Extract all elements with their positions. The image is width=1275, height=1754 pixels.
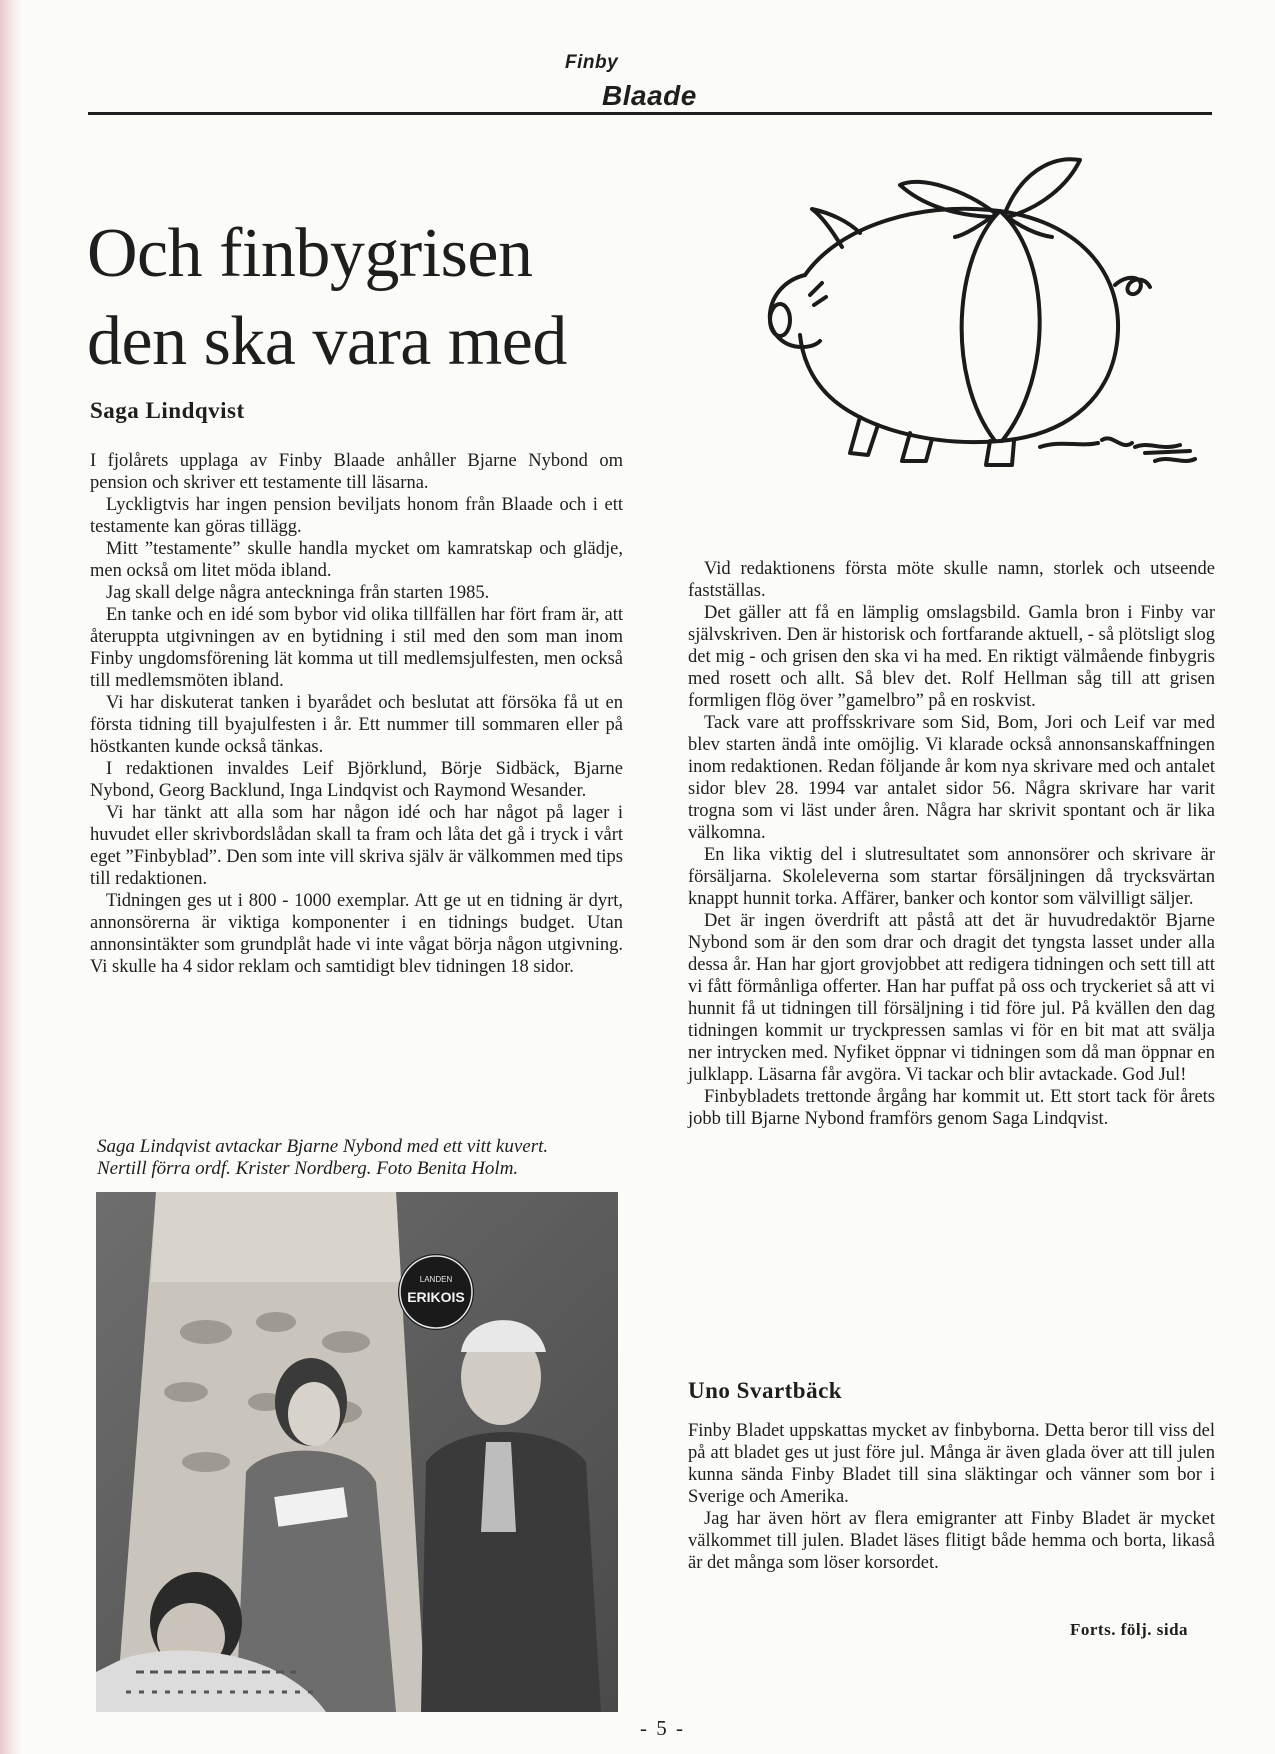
article-right-column: [688, 558, 1215, 1130]
headline-line-2: den ska vara med: [87, 303, 567, 380]
article-paragraph: I redaktionen invaldes Leif Björklund, Börje Sidbäck, Bjarne Nybond, Georg Backlund, Inga Lindqvist och Raymond Wesander.: [90, 759, 623, 801]
header-rule: [88, 112, 1212, 115]
photo: [96, 1192, 618, 1712]
sign-text-main: ERIKOIS: [407, 1289, 465, 1305]
second-article-author: Uno Svartbäck: [688, 1378, 843, 1403]
photo-caption-line-2: Nertill förra ordf. Krister Nordberg. Foto Benita Holm.: [97, 1158, 519, 1179]
article-paragraph: Jag har även hört av flera emigranter att Finby Bladet är mycket välkommet till julen. Bladet läses flitigt både hemma och borta, likaså är det många som löser korsordet.: [688, 1509, 1215, 1573]
article-paragraph: Jag skall delge några anteckninga från starten 1985.: [106, 583, 490, 603]
article-paragraph: Lyckligtvis har ingen pension beviljats honom från Blaade och i ett testamente kan göras tillägg.: [90, 495, 623, 537]
article-paragraph: Vi har diskuterat tanken i byarådet och beslutat att försöka få ut en första tidning till byajulfesten i år. Ett nummer till sommaren eller på höstkanten kunde också tänkas.: [90, 693, 623, 757]
masthead-finby: Finby: [565, 52, 619, 73]
page-number: - 5 -: [640, 1716, 685, 1740]
headline-line-1: Och finbygrisen: [87, 215, 533, 292]
page-edge: [0, 0, 22, 1754]
pig-illustration: [750, 155, 1220, 495]
article-paragraph: Finby Bladet uppskattas mycket av finbyborna. Detta beror till viss del på att bladet ges ut just före jul. Många är även glada över att till julen kunna sända Finby Bladet till sina släktingar och vänner som bor i Sverige och Amerika.: [688, 1421, 1215, 1507]
sign-text-top: LANDEN: [419, 1275, 453, 1284]
article-paragraph: Det gäller att få en lämplig omslagsbild. Gamla bron i Finby var självskriven. Den är historisk och fortfarande aktuell, - så plötsligt slog det mig - och grisen den ska vi ha med. En riktigt välmående finbygris med rosett och allt. Så blev det. Rolf Hellman såg till att grisen formligen flög över ”gamelbro” på en roskvist.: [688, 603, 1215, 711]
article-paragraph: Tidningen ges ut i 800 - 1000 exemplar. Att ge ut en tidning är dyrt, annonsörerna är viktiga komponenter i en tidnings budget. Utan annonsintäkter som grundplåt hade vi inte vågat börja någon utgivning. Vi skulle ha 4 sidor reklam och samtidigt blev tidningen 18 sidor.: [90, 891, 623, 977]
article-paragraph: Finbybladets trettonde årgång har kommit ut. Ett stort tack för årets jobb till Bjarne Nybond framförs genom Saga Lindqvist.: [688, 1087, 1215, 1129]
photo-caption-line-1: Saga Lindqvist avtackar Bjarne Nybond med ett vitt kuvert.: [97, 1136, 549, 1157]
masthead-blaade: Blaade: [602, 80, 697, 111]
photo-image: [96, 1192, 618, 1712]
article-author: Saga Lindqvist: [90, 398, 245, 423]
article-paragraph: Mitt ”testamente” skulle handla mycket om kamratskap och glädje, men också om litet möda ibland.: [90, 539, 623, 581]
article-paragraph: Vi har tänkt att alla som har någon idé och har något på lager i huvudet eller skrivbordslådan skall ta fram och låta det gå i tryck i vårt eget ”Finbyblad”. Den som inte vill skriva själv är välkommen med tips till redaktionen.: [90, 803, 623, 889]
article-paragraph: Tack vare att proffsskrivare som Sid, Bom, Jori och Leif var med blev starten ändå inte omöjlig. Vi klarade också annonsanskaffningen inom redaktionen. Redan följande år kom nya skrivare med och antalet sidor blev 28. 1994 var antalet sidor 56. Några skrivare har varit trogna som vi läst under åren. Några har skrivit spontant och är lika välkomna.: [688, 713, 1215, 843]
article-paragraph: I fjolårets upplaga av Finby Blaade anhåller Bjarne Nybond om pension och skriver ett testamente till läsarna.: [90, 451, 623, 493]
second-article-column: [688, 1420, 1215, 1574]
article-paragraph: Vid redaktionens första möte skulle namn, storlek och utseende fastställas.: [688, 559, 1215, 601]
article-paragraph: Det är ingen överdrift att påstå att det är huvudredaktör Bjarne Nybond som är den som drar och dragit det tyngsta lasset under alla dessa år. Han har gjort grovjobbet att redigera tidningen och sett till att vi fått förmånliga offerter. Han har puffat på oss och tryckeriet så att vi hunnit få ut tidningen till försäljning i tid före jul. På kvällen den dag tidningen kommit ur tryckpressen samlas vi för en bit mat att svälja ner intrycken med. Nyfiket öppnar vi tidningen som då man öppnar en julklapp. Läsarna får avgöra. Vi tackar och blir avtackade. God Jul!: [688, 911, 1215, 1085]
article-headline: [87, 210, 567, 386]
article-paragraph: En tanke och en idé som bybor vid olika tillfällen har fört fram är, att återuppta utgivningen av en bytidning i stil med den som man inom Finby ungdomsförening lät komma ut till medlemsjulfesten, men också till medlemsmöten ibland.: [90, 605, 623, 691]
photo-caption: [97, 1136, 632, 1180]
article-left-column: [90, 450, 623, 978]
continued-note: Forts. följ. sida: [1070, 1620, 1189, 1639]
article-paragraph: En lika viktig del i slutresultatet som annonsörer och skrivare är försäljarna. Skoleleverna som startar försäljningen då trycksvärtan knappt hunnit torka. Affärer, banker och kontor som välvilligt säljer.: [688, 845, 1215, 909]
